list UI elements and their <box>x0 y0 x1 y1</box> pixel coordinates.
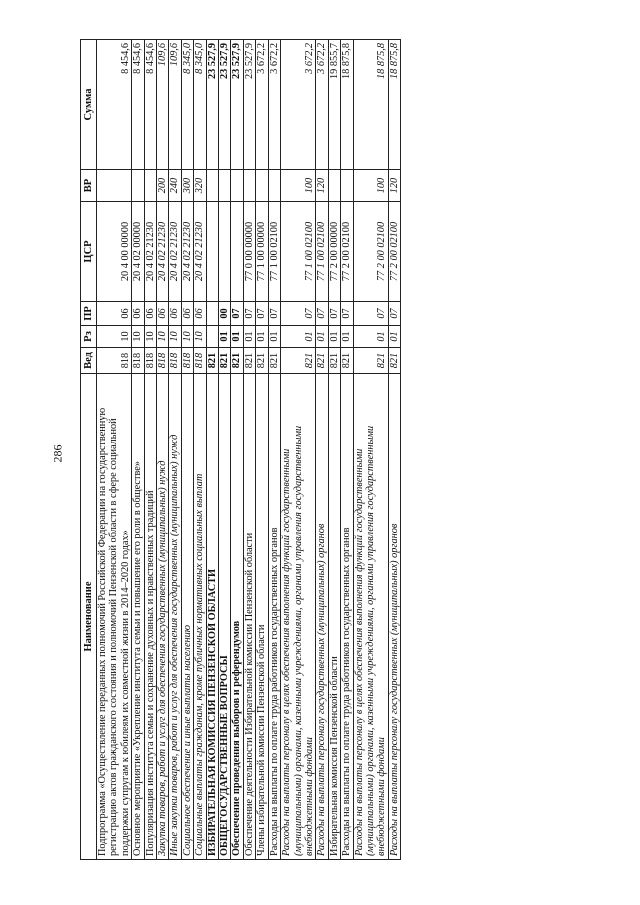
cell-sum: 8 454,6 <box>132 40 144 170</box>
cell-csr: 77 1 00 00000 <box>256 202 268 302</box>
cell-vr <box>97 170 132 202</box>
cell-ved: 821 <box>341 348 353 374</box>
cell-csr: 20 4 02 21230 <box>194 202 206 302</box>
cell-csr: 77 1 00 02100 <box>316 202 328 302</box>
cell-pr: 07 <box>388 302 400 326</box>
cell-rz: 01 <box>281 326 316 348</box>
cell-csr <box>219 202 231 302</box>
cell-pr: 07 <box>231 302 243 326</box>
table-row <box>243 40 255 860</box>
cell-rz: 10 <box>144 326 156 348</box>
cell-csr: 77 2 00 02100 <box>353 202 388 302</box>
cell-ved: 818 <box>181 348 193 374</box>
cell-sum: 8 345,0 <box>194 40 206 170</box>
page-number: 286 <box>50 444 65 463</box>
table-row <box>328 40 340 860</box>
cell-vr <box>256 170 268 202</box>
cell-csr: 20 4 02 21230 <box>144 202 156 302</box>
cell-vr <box>341 170 353 202</box>
cell-csr: 77 1 00 02100 <box>281 202 316 302</box>
cell-name: Обеспечение проведения выборов и референдумов <box>231 374 243 860</box>
cell-ved: 821 <box>268 348 280 374</box>
cell-ved: 821 <box>243 348 255 374</box>
cell-ved: 818 <box>169 348 181 374</box>
cell-rz: 01 <box>388 326 400 348</box>
cell-ved: 821 <box>316 348 328 374</box>
cell-sum: 109,6 <box>169 40 181 170</box>
cell-rz: 10 <box>97 326 132 348</box>
cell-sum: 3 672,2 <box>316 40 328 170</box>
cell-sum: 18 875,8 <box>341 40 353 170</box>
cell-pr: 07 <box>341 302 353 326</box>
cell-pr <box>206 302 218 326</box>
table-header-row <box>81 40 97 860</box>
header-pr: ПР <box>81 302 97 326</box>
cell-sum: 3 672,2 <box>281 40 316 170</box>
cell-pr: 06 <box>181 302 193 326</box>
cell-ved: 821 <box>206 348 218 374</box>
cell-pr: 07 <box>268 302 280 326</box>
cell-pr: 06 <box>169 302 181 326</box>
cell-vr: 200 <box>157 170 169 202</box>
table-row <box>194 40 206 860</box>
cell-csr: 77 2 00 02100 <box>341 202 353 302</box>
cell-csr: 77 0 00 00000 <box>243 202 255 302</box>
cell-pr: 07 <box>281 302 316 326</box>
cell-name: Обеспечение деятельности Избирательной комиссии Пензенской области <box>243 374 255 860</box>
cell-rz: 01 <box>328 326 340 348</box>
cell-name: Закупка товаров, работ и услуг для обеспечения государственных (муниципальных) нужд <box>157 374 169 860</box>
table-row <box>181 40 193 860</box>
table-row <box>316 40 328 860</box>
cell-vr <box>144 170 156 202</box>
cell-rz: 10 <box>194 326 206 348</box>
cell-sum: 23 527,9 <box>231 40 243 170</box>
cell-name: Иные закупки товаров, работ и услуг для обеспечения государственных (муниципальных) нужд <box>169 374 181 860</box>
header-ved: Вед <box>81 348 97 374</box>
cell-rz: 01 <box>243 326 255 348</box>
cell-ved: 818 <box>144 348 156 374</box>
cell-csr: 77 1 00 02100 <box>268 202 280 302</box>
table-row <box>169 40 181 860</box>
cell-pr: 07 <box>328 302 340 326</box>
cell-vr <box>328 170 340 202</box>
table-row <box>97 40 132 860</box>
cell-csr: 20 4 02 00000 <box>132 202 144 302</box>
cell-vr <box>219 170 231 202</box>
cell-vr: 240 <box>169 170 181 202</box>
cell-ved: 821 <box>328 348 340 374</box>
header-sum: Сумма <box>81 40 97 170</box>
cell-name: Избирательная комиссия Пензенской области <box>328 374 340 860</box>
table-row <box>353 40 388 860</box>
cell-ved: 821 <box>256 348 268 374</box>
cell-rz: 01 <box>316 326 328 348</box>
cell-rz: 10 <box>181 326 193 348</box>
header-name: Наименование <box>81 374 97 860</box>
cell-vr: 100 <box>281 170 316 202</box>
cell-sum: 23 527,9 <box>219 40 231 170</box>
cell-name: Расходы на выплаты персоналу в целях обеспечения выполнения функций государственными (муниципальными) органами, казенными учреждениями, органами управления государственными внебюджетными фондами <box>353 374 388 860</box>
cell-ved: 818 <box>194 348 206 374</box>
cell-vr: 120 <box>388 170 400 202</box>
cell-vr <box>243 170 255 202</box>
cell-sum: 23 527,9 <box>243 40 255 170</box>
table-row <box>231 40 243 860</box>
cell-vr: 320 <box>194 170 206 202</box>
cell-pr: 06 <box>157 302 169 326</box>
cell-ved: 821 <box>219 348 231 374</box>
cell-ved: 818 <box>132 348 144 374</box>
table-row <box>132 40 144 860</box>
cell-pr: 07 <box>316 302 328 326</box>
cell-vr <box>132 170 144 202</box>
cell-sum: 8 345,0 <box>181 40 193 170</box>
cell-vr <box>206 170 218 202</box>
cell-name: Расходы на выплаты персоналу государственных (муниципальных) органов <box>316 374 328 860</box>
cell-csr: 20 4 02 21230 <box>157 202 169 302</box>
cell-name: Социальные выплаты гражданам, кроме публичных нормативных социальных выплат <box>194 374 206 860</box>
cell-ved: 818 <box>157 348 169 374</box>
cell-csr: 20 4 02 21230 <box>169 202 181 302</box>
cell-sum: 8 454,6 <box>144 40 156 170</box>
cell-ved: 821 <box>388 348 400 374</box>
cell-sum: 19 855,7 <box>328 40 340 170</box>
cell-csr: 20 4 00 00000 <box>97 202 132 302</box>
cell-rz: 10 <box>157 326 169 348</box>
cell-pr: 07 <box>353 302 388 326</box>
cell-rz <box>206 326 218 348</box>
cell-sum: 18 875,8 <box>353 40 388 170</box>
cell-sum: 3 672,2 <box>256 40 268 170</box>
cell-sum: 18 875,8 <box>388 40 400 170</box>
cell-pr: 06 <box>194 302 206 326</box>
cell-name: Расходы на выплаты персоналу государственных (муниципальных) органов <box>388 374 400 860</box>
cell-vr <box>231 170 243 202</box>
cell-pr: 06 <box>132 302 144 326</box>
table-row <box>206 40 218 860</box>
header-rz: Рз <box>81 326 97 348</box>
table-row <box>256 40 268 860</box>
cell-ved: 821 <box>231 348 243 374</box>
table-row <box>268 40 280 860</box>
cell-ved: 821 <box>353 348 388 374</box>
cell-vr: 100 <box>353 170 388 202</box>
cell-name: Основное мероприятие «Укрепление института семьи и повышение его роли в обществе» <box>132 374 144 860</box>
cell-name: Популяризация института семьи и сохранение духовных и нравственных традиций <box>144 374 156 860</box>
cell-rz: 10 <box>132 326 144 348</box>
table-row <box>144 40 156 860</box>
cell-name: Подпрограмма «Осуществление переданных полномочий Российской Федерации на государственную регистрацию актов гражданского состояния и полномочий Пензенской области в сфере социальной поддержки супругам к юбилеям их совместной жизни в 2014–2020 годах» <box>97 374 132 860</box>
table-row <box>388 40 400 860</box>
cell-vr: 120 <box>316 170 328 202</box>
table-row <box>157 40 169 860</box>
cell-name: Члены избирательной комиссии Пензенской области <box>256 374 268 860</box>
cell-rz: 01 <box>268 326 280 348</box>
cell-ved: 821 <box>281 348 316 374</box>
header-csr: ЦСР <box>81 202 97 302</box>
table-row <box>281 40 316 860</box>
cell-csr: 77 2 00 00000 <box>328 202 340 302</box>
cell-pr: 06 <box>144 302 156 326</box>
cell-vr: 300 <box>181 170 193 202</box>
cell-name: Социальное обеспечение и иные выплаты населению <box>181 374 193 860</box>
cell-pr: 07 <box>256 302 268 326</box>
cell-sum: 3 672,2 <box>268 40 280 170</box>
cell-ved: 818 <box>97 348 132 374</box>
cell-sum: 23 527,9 <box>206 40 218 170</box>
cell-vr <box>268 170 280 202</box>
cell-name: Расходы на выплаты по оплате труда работников государственных органов <box>268 374 280 860</box>
budget-table <box>80 39 401 860</box>
cell-pr: 07 <box>243 302 255 326</box>
cell-name: ОБЩЕГОСУДАРСТВЕННЫЕ ВОПРОСЫ <box>219 374 231 860</box>
cell-rz: 01 <box>341 326 353 348</box>
cell-rz: 01 <box>231 326 243 348</box>
cell-name: Расходы на выплаты персоналу в целях обеспечения выполнения функций государственными (муниципальными) органами, казенными учреждениями, органами управления государственными внебюджетными фондами <box>281 374 316 860</box>
table-row <box>341 40 353 860</box>
cell-csr <box>231 202 243 302</box>
cell-rz: 01 <box>353 326 388 348</box>
cell-rz: 01 <box>256 326 268 348</box>
cell-rz: 10 <box>169 326 181 348</box>
header-vr: ВР <box>81 170 97 202</box>
table-body <box>97 40 401 860</box>
cell-pr: 06 <box>97 302 132 326</box>
cell-sum: 8 454,6 <box>97 40 132 170</box>
cell-name: ИЗБИРАТЕЛЬНАЯ КОМИССИЯ ПЕНЗЕНСКОЙ ОБЛАСТИ <box>206 374 218 860</box>
table-row <box>219 40 231 860</box>
cell-csr: 20 4 02 21230 <box>181 202 193 302</box>
cell-name: Расходы на выплаты по оплате труда работников государственных органов <box>341 374 353 860</box>
cell-csr <box>206 202 218 302</box>
cell-pr: 00 <box>219 302 231 326</box>
cell-rz: 01 <box>219 326 231 348</box>
cell-sum: 109,6 <box>157 40 169 170</box>
cell-csr: 77 2 00 02100 <box>388 202 400 302</box>
rotated-table-container <box>80 40 592 860</box>
